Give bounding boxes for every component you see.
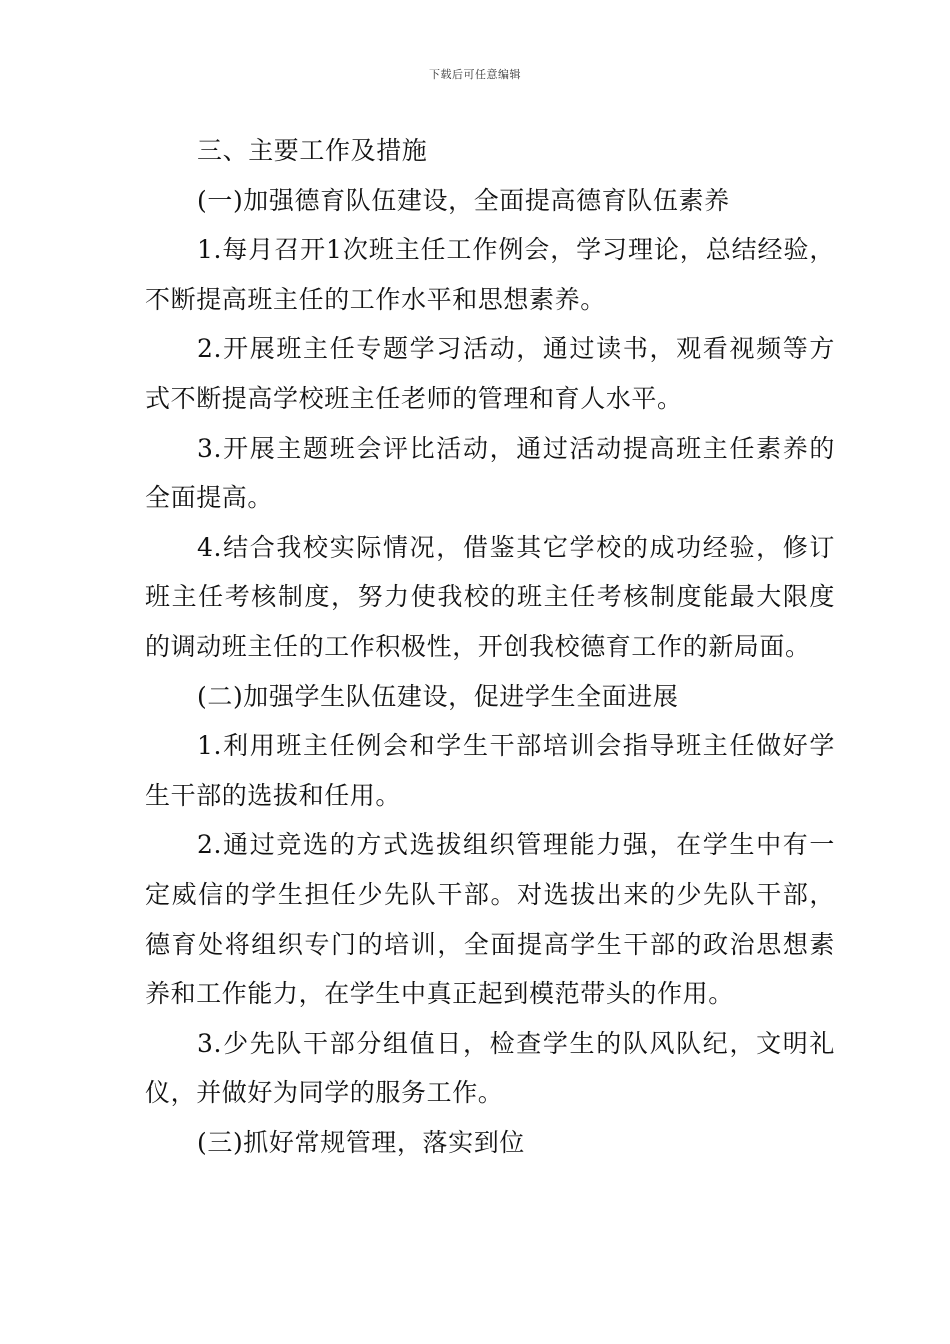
list-item: 2.开展班主任专题学习活动，通过读书，观看视频等方式不断提高学校班主任老师的管理和育人水平。 bbox=[145, 334, 835, 413]
list-item: 3.开展主题班会评比活动，通过活动提高班主任素养的全面提高。 bbox=[145, 433, 835, 513]
list-item: 1.利用班主任例会和学生干部培训会指导班主任做好学生干部的选拔和任用。 bbox=[145, 731, 835, 810]
document-body bbox=[145, 126, 835, 1167]
subsection-heading: (三)抓好常规管理，落实到位 bbox=[197, 1127, 525, 1157]
list-item: 2.通过竞选的方式选拔组织管理能力强，在学生中有一定威信的学生担任少先队干部。对选拔出来的少先队干部，德育处将组织专门的培训，全面提高学生干部的政治思想素养和工作能力，在学生中真正起到模范带头的作用。 bbox=[145, 830, 835, 1009]
section-heading: 三、主要工作及措施 bbox=[197, 136, 428, 165]
subsection-heading: (一)加强德育队伍建设，全面提高德育队伍素养 bbox=[197, 185, 730, 215]
list-item: 1.每月召开1次班主任工作例会，学习理论，总结经验，不断提高班主任的工作水平和思想素养。 bbox=[145, 235, 835, 314]
header-note: 下载后可任意编辑 bbox=[429, 68, 521, 81]
subsection-heading: (二)加强学生队伍建设，促进学生全面进展 bbox=[197, 681, 679, 711]
list-item: 3.少先队干部分组值日，检查学生的队风队纪，文明礼仪，并做好为同学的服务工作。 bbox=[145, 1028, 835, 1108]
list-item: 4.结合我校实际情况，借鉴其它学校的成功经验，修订班主任考核制度，努力使我校的班主任考核制度能最大限度的调动班主任的工作积极性，开创我校德育工作的新局面。 bbox=[145, 532, 835, 661]
